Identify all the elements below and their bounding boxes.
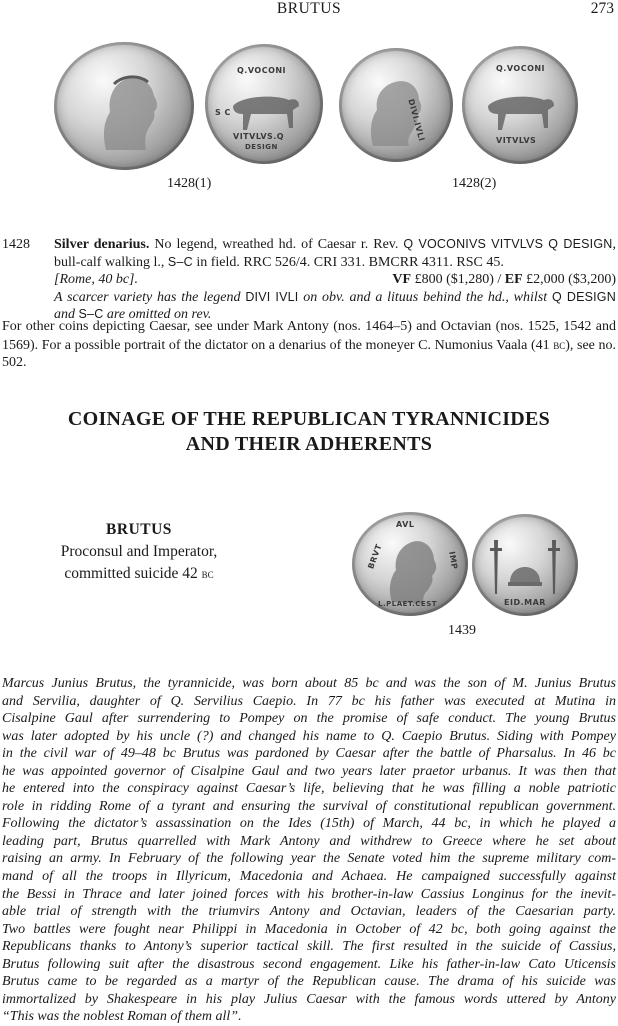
- coin-1428-2-obverse: [339, 48, 453, 162]
- biography-line: mand of all the troops in Illyricum, Macedonia and Achaea. He campaigned successfully against: [2, 869, 616, 885]
- figure-caption-1428-2: 1428(2): [452, 176, 497, 191]
- biography-line: immortalized by Shakespeare in his play Julius Caesar with the famous words uttered by Antony: [2, 991, 616, 1007]
- ruler-block: [20, 519, 258, 585]
- variety-text: are omitted on rev.: [103, 307, 212, 322]
- section-heading-line-1: COINAGE OF THE REPUBLICAN TYRANNICIDES: [67, 408, 551, 430]
- biography-line: raising an army. In February of the following year the Senate voted him the supreme military com-: [2, 851, 616, 867]
- price-line: [392, 271, 616, 289]
- reverse-legend: Q VOCONIVS VITVLVS Q DESIGN: [403, 237, 613, 251]
- entry-price-row: [54, 271, 616, 289]
- obverse-legend-bottom: L.PLAET.CEST: [378, 600, 438, 608]
- price-ef: £2,000 ($3,200): [522, 272, 616, 287]
- biography-line: able trial of strength with the triumvirs Antony and Octavian, leaders of the Caesarian party.: [2, 904, 616, 920]
- caesar-head-icon: [54, 42, 194, 170]
- caesar-head-lituus-icon: [339, 48, 453, 162]
- entry-text: , bull-calf walking l.,: [54, 237, 616, 270]
- biography-line: the Bessi in Thrace and later joined forces with his brother-in-law Cassius Longinus for the inevit-: [2, 886, 616, 902]
- biography-line: role in ridding Rome of a tyrant and ensuring the survival of constitutional republican government.: [2, 798, 616, 814]
- coin-legend-bottom: VITVLVS.Q: [233, 132, 285, 141]
- biography-paragraph: [2, 675, 616, 1026]
- obverse-legend-right: IMP: [447, 550, 460, 571]
- biography-line: Republicans thanks to Antony’s superior tactical skill. The first resulted in the suicide of Cassius,: [2, 939, 616, 955]
- ruler-name: BRUTUS: [106, 521, 172, 538]
- cross-reference-paragraph: [2, 318, 616, 372]
- section-heading: [0, 407, 618, 457]
- running-title: BRUTUS: [276, 0, 342, 17]
- entry-heading: Silver denarius.: [54, 237, 150, 252]
- ruler-title-2: [20, 563, 258, 585]
- coin-1428-2-reverse: [462, 46, 578, 164]
- variety-text: on obv. and a lituus behind the hd., whilst: [298, 289, 552, 305]
- grade-vf: VF: [392, 272, 412, 287]
- variety-legend: Q DESIGN: [551, 289, 616, 304]
- biography-line: and Servilia, daughter of Q. Servilius Caepio. In 77 bc his father was executed at Mutina in: [2, 693, 616, 709]
- coin-legend-divi-ivli: DIVI.IVLI: [406, 98, 427, 143]
- coin-legend-bottom-2: VITVLVS: [496, 136, 537, 145]
- biography-line: leading part, Brutus quarrelled with Mark Antony and withdrew to Greece where he set about: [2, 833, 616, 849]
- coin-legend-exergue: DESIGN: [245, 143, 278, 151]
- biography-line: Marcus Junius Brutus, the tyrannicide, was born about 85 bc and was the son of M. Junius Brutus: [2, 676, 616, 691]
- entry-body: [54, 236, 616, 324]
- obverse-legend-top: AVL: [396, 520, 415, 529]
- biography-line: Brutus came to be regarded as a martyr of the Republican cause. The drama of his suicide was: [2, 974, 616, 990]
- variety-text: and: [54, 307, 79, 322]
- entry-number: 1428: [2, 237, 30, 252]
- cross-ref-era: bc: [553, 336, 566, 352]
- coin-1439-reverse: [472, 514, 578, 616]
- entry-references: in field. RRC 526/4. CRI 331. BMCRR 4311. RSC 45.: [192, 254, 504, 270]
- cross-ref-text: For other coins depicting Caesar, see under Mark Antony (nos. 1464–5) and Octavian (nos. 1525, 1542 and 1569). For a possible portrait of the dictator on a denarius of the moneyer C. Numonius Vaala (41: [2, 319, 616, 353]
- price-vf: £800 ($1,280) /: [411, 272, 505, 287]
- biography-line: in the civil war of 49–48 bc Brutus was pardoned by Caesar after the battle of Pharsalus. In 46 bc: [2, 746, 616, 762]
- biography-line: Brutus following suit after the disastrous second engagement. Like his father-in-law Cato Uticensis: [2, 956, 616, 972]
- entry-description: [54, 236, 616, 271]
- coin-1428-1-reverse: [205, 44, 323, 164]
- ruler-title-text: committed suicide 42: [64, 565, 202, 582]
- biography-line: “This was the noblest Roman of them all”.: [2, 1009, 242, 1025]
- figure-caption-1439: 1439: [448, 623, 476, 638]
- biography-line: he was appointed governor of Cisalpine Gaul and two years later praetor urbanus. It was then that: [2, 763, 616, 779]
- biography-line: he entered into the conspiracy against Caesar’s life, believing that he was filling a noble patriotic: [2, 781, 616, 797]
- biography-line: Following the dictator’s assassination on the Ides (15th) of March, 44 bc, in which he played a: [2, 816, 616, 832]
- mint-date: [Rome, 40 bc].: [54, 272, 138, 287]
- coin-legend-field: S C: [215, 108, 231, 117]
- coin-legend-top-2: Q.VOCONI: [496, 64, 546, 73]
- biography-line: Cisalpine Gaul after surrendering to Pompey on the promise of safe conduct. The young Brutus: [2, 711, 616, 727]
- field-legend: S–C: [167, 254, 193, 269]
- entry-text: No legend, wreathed hd. of Caesar r. Rev.: [149, 237, 404, 252]
- running-head: [0, 0, 618, 22]
- reverse-legend-eid-mar: EID.MAR: [504, 598, 546, 607]
- section-heading-line-2: AND THEIR ADHERENTS: [185, 433, 433, 455]
- coin-1439-obverse: [352, 512, 468, 616]
- ruler-title-era: bc: [201, 566, 214, 581]
- grade-ef: EF: [504, 272, 523, 287]
- page-number: 273: [590, 0, 614, 17]
- cross-ref-text: ), see no. 502.: [2, 337, 616, 370]
- variety-text: A scarcer variety has the legend: [54, 289, 246, 305]
- figure-caption-1428-1: 1428(1): [167, 176, 212, 191]
- biography-line: was later adopted by his uncle (?) and changed his name to Q. Caepio Brutus. Siding with Pompey: [2, 728, 616, 744]
- coin-legend-top: Q.VOCONI: [237, 66, 287, 75]
- obverse-legend-left: BRVT: [366, 542, 384, 571]
- coin-1428-1-obverse: [54, 42, 194, 170]
- ruler-title-1: Proconsul and Imperator,: [60, 543, 218, 560]
- variety-legend: DIVI IVLI: [245, 289, 299, 304]
- biography-line: Two battles were fought near Philippi in Macedonia in October of 42 bc, both going against the: [2, 921, 616, 937]
- variety-legend: S–C: [78, 307, 104, 321]
